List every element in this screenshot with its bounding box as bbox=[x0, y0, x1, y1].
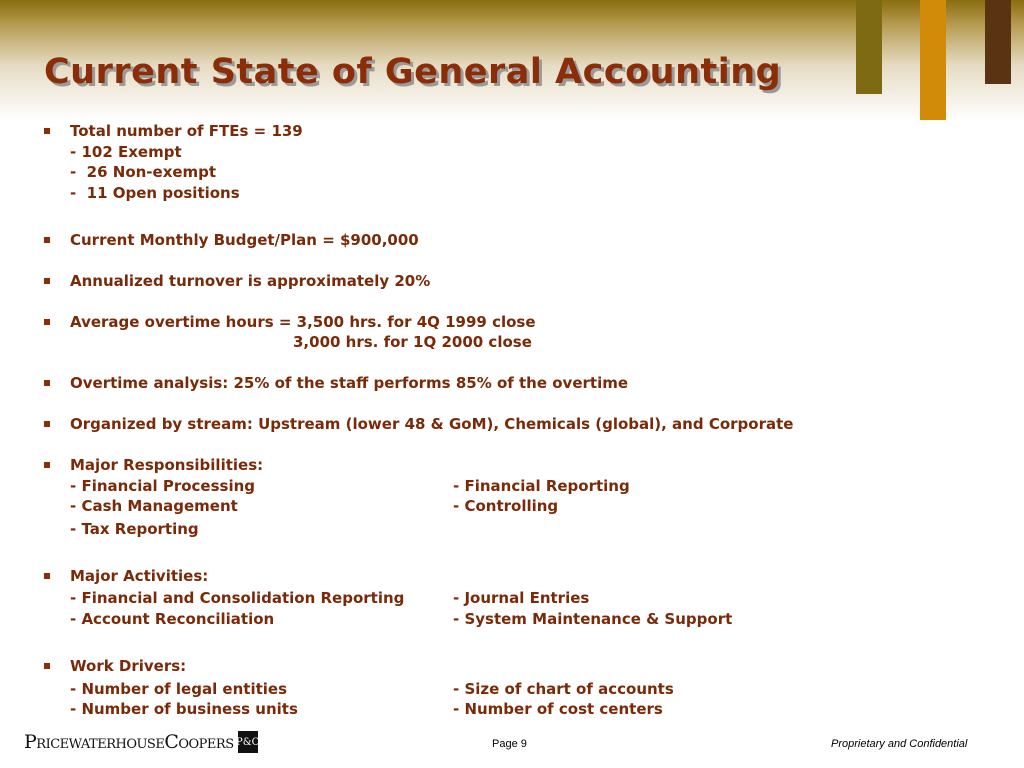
drivers-heading: Work Drivers: bbox=[70, 657, 187, 675]
pwc-logo bbox=[24, 731, 258, 753]
overtime-hours-line2: 3,000 hrs. for 1Q 2000 close bbox=[293, 333, 532, 351]
slide-title: Current State of General Accounting bbox=[44, 52, 782, 92]
driver-item: - Number of cost centers bbox=[453, 700, 663, 718]
bullet-marker bbox=[44, 278, 50, 284]
responsibilities-heading: Major Responsibilities: bbox=[70, 456, 264, 474]
bullet-marker bbox=[44, 380, 50, 386]
driver-item: - Number of business units bbox=[70, 700, 298, 718]
responsibility-item: - Financial Reporting bbox=[453, 477, 630, 495]
bullet-marker bbox=[44, 319, 50, 325]
bullet-marker bbox=[44, 421, 50, 427]
responsibility-item: - Controlling bbox=[453, 497, 559, 515]
bullet-marker bbox=[44, 237, 50, 243]
page-number: Page 9 bbox=[492, 738, 527, 750]
activity-item: - Account Reconciliation bbox=[70, 610, 275, 628]
turnover-text: Annualized turnover is approximately 20% bbox=[70, 272, 431, 290]
activities-heading: Major Activities: bbox=[70, 567, 209, 585]
driver-item: - Number of legal entities bbox=[70, 680, 288, 698]
bullet-marker bbox=[44, 663, 50, 669]
logo-wordmark: PricewaterhouseCoopers bbox=[24, 731, 234, 753]
confidentiality-notice: Proprietary and Confidential bbox=[831, 738, 968, 750]
budget-text: Current Monthly Budget/Plan = $900,000 bbox=[70, 231, 419, 249]
bullet-marker bbox=[44, 462, 50, 468]
activity-item: - System Maintenance & Support bbox=[453, 610, 733, 628]
driver-item: - Size of chart of accounts bbox=[453, 680, 674, 698]
organized-text: Organized by stream: Upstream (lower 48 & GoM), Chemicals (global), and Corporate bbox=[70, 415, 794, 433]
ftes-heading: Total number of FTEs = 139 bbox=[70, 122, 303, 140]
bullet-marker bbox=[44, 573, 50, 579]
responsibility-item: - Financial Processing bbox=[70, 477, 256, 495]
activity-item: - Financial and Consolidation Reporting bbox=[70, 589, 405, 607]
overtime-analysis-text: Overtime analysis: 25% of the staff performs 85% of the overtime bbox=[70, 374, 629, 392]
overtime-hours-line1: Average overtime hours = 3,500 hrs. for 4Q 1999 close bbox=[70, 313, 536, 331]
activity-item: - Journal Entries bbox=[453, 589, 590, 607]
responsibility-item: - Tax Reporting bbox=[70, 520, 199, 538]
responsibility-item: - Cash Management bbox=[70, 497, 238, 515]
ftes-exempt: - 102 Exempt bbox=[70, 143, 182, 161]
bullet-marker bbox=[44, 128, 50, 134]
ftes-nonexempt: - 26 Non-exempt bbox=[70, 163, 217, 181]
ftes-open: - 11 Open positions bbox=[70, 184, 240, 202]
logo-mark-icon: P&C bbox=[238, 731, 258, 753]
